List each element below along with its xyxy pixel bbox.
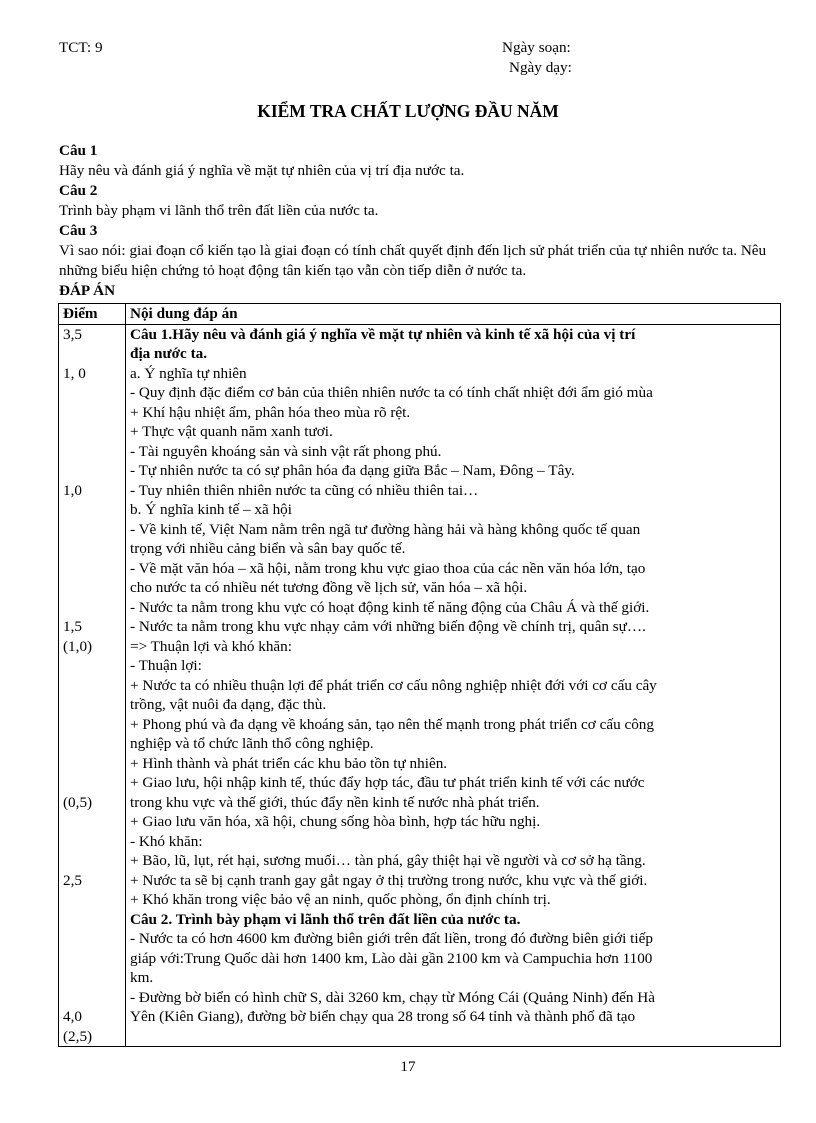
content-list <box>130 325 776 1027</box>
score-value <box>63 656 121 676</box>
answer-line: giáp với:Trung Quốc dài hơn 1400 km, Lào dài gần 2100 km và Campuchia hơn 1100 <box>130 949 653 967</box>
answer-line: + Bão, lũ, lụt, rét hại, sương muối… tàn phá, gây thiệt hại về người và cơ sở hạ tầng. <box>130 852 646 869</box>
score-value <box>63 461 121 481</box>
score-value: 1, 0 <box>63 364 86 382</box>
answer-line: + Nước ta có nhiều thuận lợi để phát triển cơ cấu nông nghiệp nhiệt đới với cơ cấu cây <box>130 676 657 694</box>
answer-line: Câu 1.Hãy nêu và đánh giá ý nghĩa về mặt tự nhiên và kinh tế xã hội của vị trí <box>130 325 636 343</box>
score-value: 1,5 <box>63 618 82 635</box>
score-value <box>63 773 121 793</box>
answer-line: - Về mặt văn hóa – xã hội, nằm trong khu vực giao thoa của các nền văn hóa lớn, tạo <box>130 559 646 577</box>
score-value <box>63 539 121 559</box>
answer-line: km. <box>130 969 154 986</box>
answer-line: trồng, vật nuôi đa dạng, đặc thù. <box>130 696 327 713</box>
answer-line: + Giao lưu, hội nhập kinh tế, thúc đẩy hợp tác, đầu tư phát triển kinh tế với các nước <box>130 774 645 791</box>
answer-line: địa nước ta. <box>130 345 208 362</box>
score-value: (2,5) <box>63 1027 93 1045</box>
answer-line: trong khu vực và thế giới, thúc đẩy nền kinh tế nước nhà phát triển. <box>130 793 540 811</box>
preparation-date-label: Ngày soạn: <box>502 39 571 56</box>
answer-line: - Tự nhiên nước ta có sự phân hóa đa dạng giữa Bắc – Nam, Đông – Tây. <box>130 462 575 479</box>
score-value <box>63 344 121 364</box>
page-number: 17 <box>400 1058 416 1075</box>
question-1-text: Hãy nêu và đánh giá ý nghĩa về mặt tự nhiên của vị trí địa nước ta. <box>59 162 465 179</box>
question-1-heading: Câu 1 <box>59 142 98 159</box>
score-value <box>63 812 121 832</box>
score-value <box>63 890 121 910</box>
score-value: (0,5) <box>63 793 93 811</box>
answer-line: - Tài nguyên khoáng sản và sinh vật rất phong phú. <box>130 442 442 460</box>
answer-table-header <box>59 304 781 325</box>
score-value <box>63 500 121 520</box>
score-value <box>63 442 121 462</box>
score-value <box>63 734 121 754</box>
answer-line: nghiệp và tổ chức lãnh thổ công nghiệp. <box>130 735 374 752</box>
score-value <box>63 422 121 442</box>
score-value: (1,0) <box>63 637 93 655</box>
answer-line: cho nước ta có nhiều nét tương đồng về lịch sử, văn hóa – xã hội. <box>130 579 528 596</box>
score-value: 1,0 <box>63 481 82 499</box>
score-value <box>63 988 121 1008</box>
score-list <box>63 325 121 1047</box>
answer-line: + Thực vật quanh năm xanh tươi. <box>130 423 333 440</box>
content-column-header: Nội dung đáp án <box>126 304 781 325</box>
score-value <box>63 695 121 715</box>
questions-block <box>59 141 779 301</box>
answer-line: + Hình thành và phát triển các khu bảo tồn tự nhiên. <box>130 754 448 772</box>
answer-line: - Khó khăn: <box>130 832 203 850</box>
page-title: KIỂM TRA CHẤT LƯỢNG ĐẦU NĂM <box>257 101 559 121</box>
answer-line: - Nước ta có hơn 4600 km đường biên giới trên đất liền, trong đó đường biên giới tiếp <box>130 930 653 947</box>
score-value <box>63 598 121 618</box>
answer-line: + Giao lưu văn hóa, xã hội, chung sống hòa bình, hợp tác hữu nghị. <box>130 813 541 830</box>
score-value <box>63 715 121 735</box>
score-value: 3,5 <box>63 325 82 343</box>
score-value <box>63 754 121 774</box>
score-value <box>63 578 121 598</box>
teaching-date-label: Ngày dạy: <box>509 59 572 76</box>
answer-line: - Về kinh tế, Việt Nam nằm trên ngã tư đường hàng hải và hàng không quốc tế quan <box>130 520 641 538</box>
score-value: 4,0 <box>63 1008 82 1025</box>
question-2-text: Trình bày phạm vi lãnh thổ trên đất liền của nước ta. <box>59 202 379 219</box>
score-value <box>63 520 121 540</box>
score-value <box>63 383 121 403</box>
answer-line: + Phong phú và đa dạng về khoáng sản, tạo nên thế mạnh trong phát triển cơ cấu công <box>130 715 654 733</box>
answer-line: - Nước ta nằm trong khu vực nhạy cảm với những biến động về chính trị, quân sự…. <box>130 618 646 635</box>
content-cell <box>126 324 781 1047</box>
answer-table <box>58 303 781 1047</box>
score-value <box>63 851 121 871</box>
score-value <box>63 559 121 579</box>
answer-line: Câu 2. Trình bày phạm vi lãnh thổ trên đất liền của nước ta. <box>130 910 521 928</box>
question-3-text: Vì sao nói: giai đoạn cổ kiến tạo là giai đoạn có tính chất quyết định đến lịch sử phát triển của tự nhiên nước ta. Nêu những biểu hiện chứng tỏ hoạt động tân kiến tạo vẫn còn tiếp diễn ở nước ta. <box>59 242 767 279</box>
answer-line: Yên (Kiên Giang), đường bờ biển chạy qua 28 trong số 64 tỉnh và thành phố đã tạo <box>130 1008 636 1025</box>
answer-table-body <box>59 324 781 1047</box>
score-value <box>63 676 121 696</box>
question-3-heading: Câu 3 <box>59 222 98 239</box>
score-value: 2,5 <box>63 871 82 889</box>
tct-label: TCT: 9 <box>59 39 103 56</box>
answer-line: - Nước ta nằm trong khu vực có hoạt động kinh tế năng động của Châu Á và thế giới. <box>130 598 650 616</box>
answer-line: - Tuy nhiên thiên nhiên nước ta cũng có nhiều thiên tai… <box>130 481 479 499</box>
answer-line: => Thuận lợi và khó khăn: <box>130 637 292 655</box>
question-2-heading: Câu 2 <box>59 182 98 199</box>
answer-line: - Đường bờ biển có hình chữ S, dài 3260 km, chạy từ Móng Cái (Quảng Ninh) đến Hà <box>130 988 655 1006</box>
answer-line: a. Ý nghĩa tự nhiên <box>130 364 247 382</box>
answer-line: + Khí hậu nhiệt ẩm, phân hóa theo mùa rõ rệt. <box>130 403 411 421</box>
answer-line: + Nước ta sẽ bị cạnh tranh gay gắt ngay ở thị trường trong nước, khu vực và thế giới. <box>130 871 648 889</box>
score-value <box>63 403 121 423</box>
answer-heading: ĐÁP ÁN <box>59 282 116 299</box>
score-value <box>63 832 121 852</box>
answer-line: b. Ý nghĩa kinh tế – xã hội <box>130 501 292 518</box>
score-value <box>63 949 121 969</box>
score-column-header: Điểm <box>59 304 126 325</box>
answer-line: trọng với nhiều cảng biển và sân bay quốc tế. <box>130 540 406 557</box>
score-cell <box>59 324 126 1047</box>
score-value <box>63 968 121 988</box>
answer-line: - Thuận lợi: <box>130 657 202 674</box>
score-value <box>63 910 121 930</box>
answer-line: - Quy định đặc điểm cơ bản của thiên nhiên nước ta có tính chất nhiệt đới ẩm gió mùa <box>130 384 653 401</box>
answer-line: + Khó khăn trong việc bảo vệ an ninh, quốc phòng, ổn định chính trị. <box>130 891 551 908</box>
score-value <box>63 929 121 949</box>
